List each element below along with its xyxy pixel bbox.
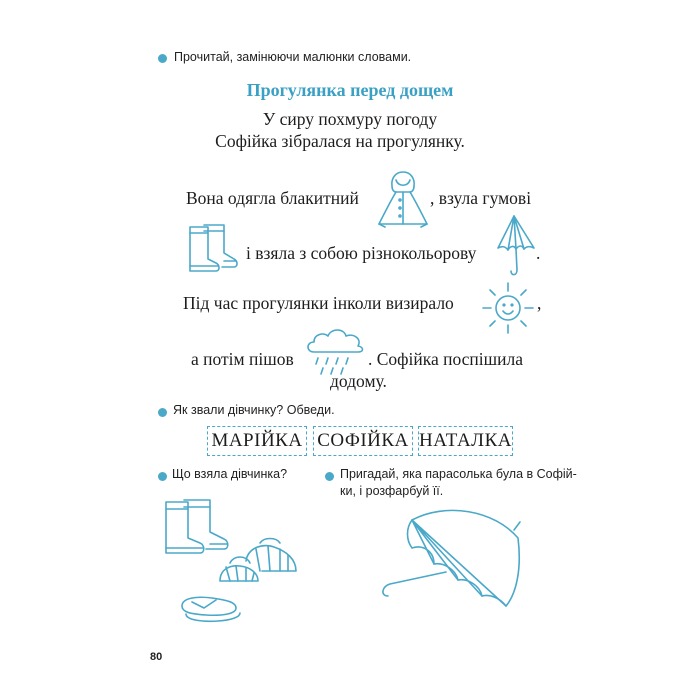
umbrella-icon bbox=[494, 214, 536, 280]
story-line-6b: . Софійка поспішила bbox=[368, 349, 524, 369]
story-line-7: додому. bbox=[330, 371, 387, 391]
page-number: 80 bbox=[150, 651, 163, 663]
flip-flops-icon[interactable] bbox=[178, 584, 244, 624]
name-option-sofiika[interactable]: СОФІЙКА bbox=[313, 426, 413, 456]
raincoat-icon bbox=[376, 168, 430, 230]
story-line-4b: . bbox=[536, 243, 541, 263]
bullet bbox=[158, 472, 167, 481]
story-line-1: У сиру похмуру погоду bbox=[262, 109, 438, 129]
instruction-umbrella-task-1: Пригадай, яка парасолька була в Софій- bbox=[340, 467, 577, 481]
instruction-what-taken: Що взяла дівчинка? bbox=[172, 467, 288, 481]
story-line-3a: Вона одягла блакитний bbox=[186, 188, 359, 208]
story-line-5b: , bbox=[537, 293, 542, 313]
sandals-icon[interactable] bbox=[216, 533, 302, 589]
instruction-umbrella-task-2: ки, і розфарбуй її. bbox=[340, 484, 444, 498]
name-option-mariika[interactable]: МАРІЙКА bbox=[207, 426, 307, 456]
cloud-rain-icon bbox=[304, 322, 368, 378]
story-line-5a: Під час прогулянки інколи визирало bbox=[183, 293, 454, 313]
sun-icon bbox=[480, 280, 536, 336]
story-line-4a: і взяла з собою різнокольорову bbox=[246, 243, 477, 263]
instruction-read: Прочитай, замінюючи малюнки словами. bbox=[174, 50, 412, 64]
bullet bbox=[158, 54, 167, 63]
open-umbrella-icon[interactable] bbox=[376, 500, 526, 610]
story-line-3b: , взула гумові bbox=[430, 188, 532, 208]
story-line-2: Софійка зібралася на прогулянку. bbox=[215, 131, 465, 151]
name-option-natalka[interactable]: НАТАЛКА bbox=[418, 426, 513, 456]
story-line-6a: а потім пішов bbox=[191, 349, 294, 369]
bullet bbox=[325, 472, 334, 481]
instruction-name-question: Як звали дівчинку? Обведи. bbox=[173, 403, 335, 417]
boots-icon bbox=[186, 223, 244, 275]
story-title: Прогулянка перед дощем bbox=[246, 80, 454, 100]
bullet bbox=[158, 408, 167, 417]
